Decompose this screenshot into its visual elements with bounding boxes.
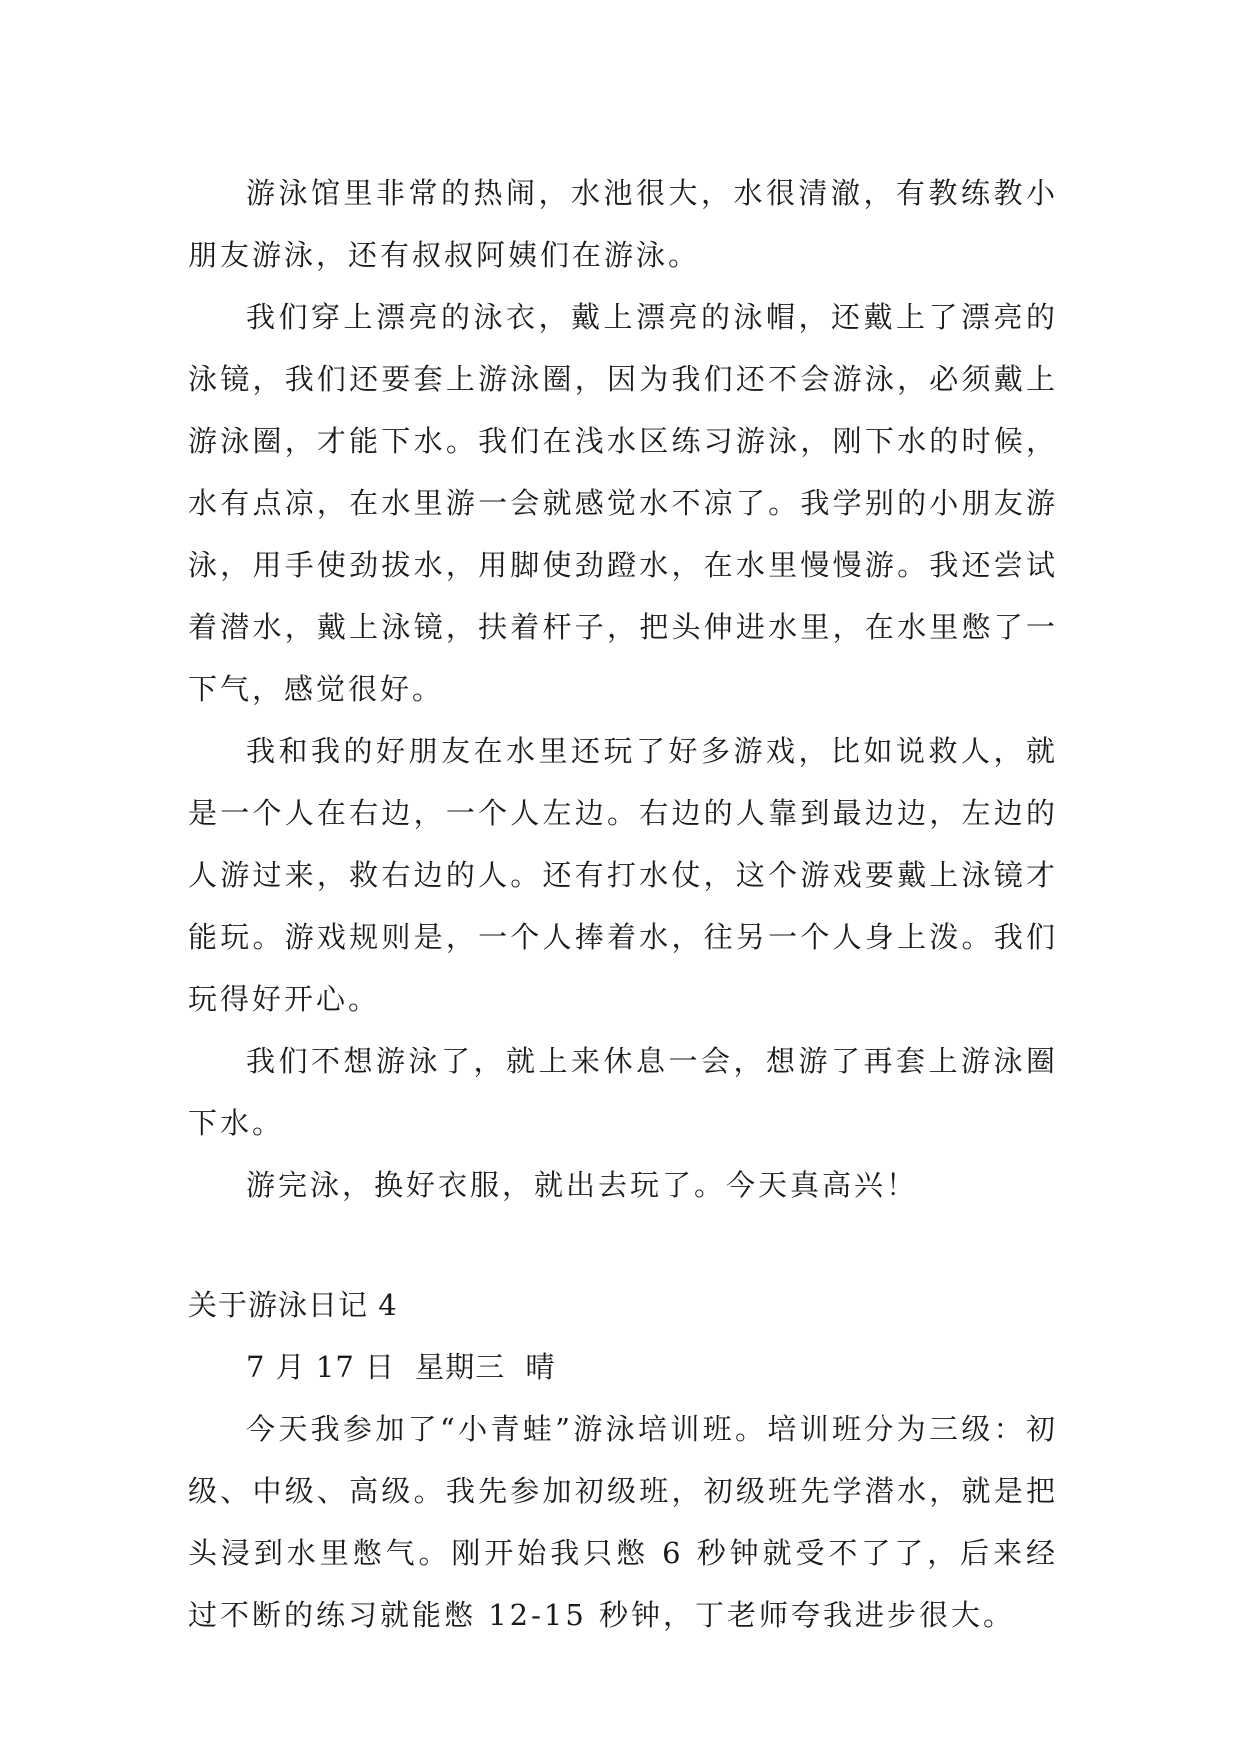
paragraph-pool-description: 游泳馆里非常的热闹，水池很大，水很清澈，有教练教小朋友游泳，还有叔叔阿姨们在游泳。 bbox=[188, 176, 1058, 272]
paragraph-ending: 游完泳，换好衣服，就出去玩了。今天真高兴！ bbox=[246, 1168, 919, 1202]
diary-dateline bbox=[188, 1336, 1058, 1398]
paragraph-water-games: 我和我的好朋友在水里还玩了好多游戏，比如说救人，就是一个人在右边，一个人左边。右边的人靠到最边边，左边的人游过来，救右边的人。还有打水仗，这个游戏要戴上泳镜才能玩。游戏规则是，一个人捧着水，往另一个人身上泼。我们玩得好开心。 bbox=[188, 734, 1058, 1016]
section-heading: 关于游泳日记 4 bbox=[188, 1288, 398, 1322]
paragraph-swimming-gear: 我们穿上漂亮的泳衣，戴上漂亮的泳帽，还戴上了漂亮的泳镜，我们还要套上游泳圈，因为我们还不会游泳，必须戴上游泳圈，才能下水。我们在浅水区练习游泳，刚下水的时候，水有点凉，在水里游一会就感觉水不凉了。我学别的小朋友游泳，用手使劲拔水，用脚使劲蹬水，在水里慢慢游。我还尝试着潜水，戴上泳镜，扶着杆子，把头伸进水里，在水里憋了一下气，感觉很好。 bbox=[188, 300, 1058, 706]
diary-date: 7 月 17 日 bbox=[246, 1350, 396, 1384]
diary-weekday: 星期三 bbox=[415, 1350, 506, 1384]
document-body bbox=[188, 162, 1058, 1646]
paragraph-rest: 我们不想游泳了，就上来休息一会，想游了再套上游泳圈下水。 bbox=[188, 1044, 1058, 1140]
paragraph-training-class: 今天我参加了“小青蛙”游泳培训班。培训班分为三级：初级、中级、高级。我先参加初级班，初级班先学潜水，就是把头浸到水里憋气。刚开始我只憋 6 秒钟就受不了了，后来经过不断的练习就能憋 12-15 秒钟，丁老师夸我进步很大。 bbox=[188, 1412, 1058, 1632]
diary-weather: 晴 bbox=[525, 1350, 556, 1384]
